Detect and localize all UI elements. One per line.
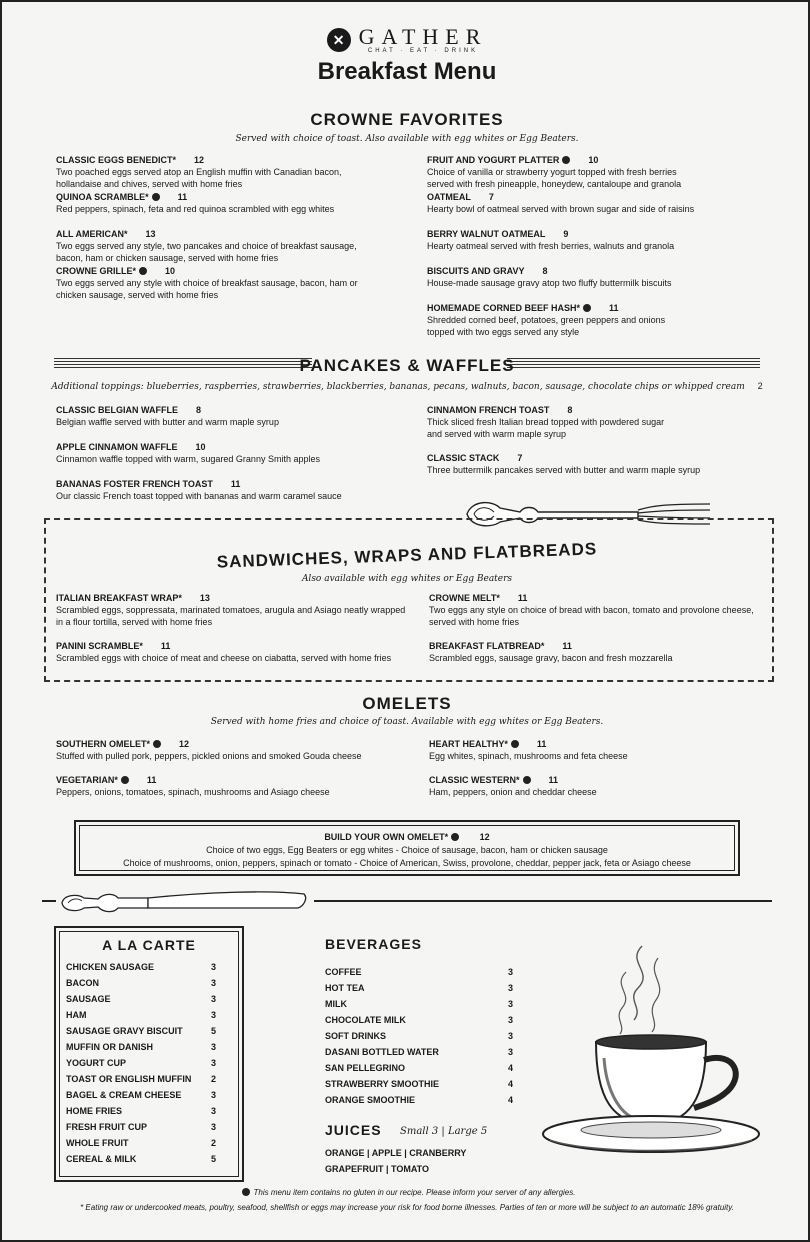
menu-item-description: Three buttermilk pancakes served with butter and warm maple syrup (427, 465, 701, 475)
menu-item-name: CROWNE MELT* (429, 593, 500, 603)
menu-item-description: Hearty bowl of oatmeal served with brown sugar and side of raisins (427, 204, 695, 214)
menu-item-description: chicken sausage, served with home fries (56, 290, 219, 300)
menu-item (56, 154, 416, 190)
gluten-free-icon (242, 1188, 250, 1196)
price-row-name: WHOLE FRUIT (66, 1138, 129, 1148)
build-your-own-box (74, 820, 740, 876)
menu-item-name: BREAKFAST FLATBREAD* (429, 641, 545, 651)
price-row (66, 1007, 216, 1023)
section-title-pancakes: PANCAKES & WAFFLES (299, 356, 515, 375)
juices-sizes: Small 3 | Large 5 (400, 1126, 488, 1137)
menu-item-name: PANINI SCRAMBLE* (56, 641, 143, 651)
price-row-price: 3 (210, 1106, 216, 1116)
price-row-name: MUFFIN OR DANISH (66, 1042, 153, 1052)
menu-item-description: Two eggs served any style, two pancakes and choice of breakfast sausage, (56, 241, 357, 251)
menu-item-name: HEART HEALTHY* (429, 739, 508, 749)
menu-item-description: Scrambled eggs with choice of meat and cheese on ciabatta, served with home fries (56, 653, 392, 663)
a-la-carte-title: A LA CARTE (102, 937, 196, 953)
juices-line-1: ORANGE | APPLE | CRANBERRY (325, 1148, 467, 1158)
menu-item-description: served with fresh pineapple, honeydew, cantaloupe and granola (427, 179, 682, 189)
price-row (325, 1092, 513, 1108)
menu-item-description: Belgian waffle served with butter and warm maple syrup (56, 417, 279, 427)
menu-item-price: 11 (536, 739, 547, 749)
menu-item-name: BERRY WALNUT OATMEAL (427, 229, 546, 239)
menu-item-description: topped with two eggs served any style (427, 327, 580, 337)
menu-item-description: Two eggs served any style with choice of breakfast sausage, bacon, ham or (56, 278, 358, 288)
price-row-name: DASANI BOTTLED WATER (325, 1047, 439, 1057)
menu-item-price: 8 (196, 405, 202, 415)
section-subtitle-favorites: Served with choice of toast. Also available with egg whites or Egg Beaters. (235, 134, 579, 144)
menu-item-price: 8 (542, 266, 548, 276)
price-row-name: BACON (66, 978, 99, 988)
beverages-title: BEVERAGES (325, 936, 422, 952)
price-row-price: 3 (210, 1058, 216, 1068)
section-title-favorites: CROWNE FAVORITES (310, 110, 504, 129)
price-row-price: 3 (210, 1090, 216, 1100)
pancakes-toppings-price: 2 (757, 381, 763, 391)
gluten-free-icon (562, 156, 570, 164)
menu-item-description: Hearty oatmeal served with fresh berries, walnuts and granola (427, 241, 675, 251)
menu-item-price: 11 (146, 775, 157, 785)
price-row (325, 1012, 513, 1028)
divider-right (314, 900, 772, 902)
price-row-name: SAN PELLEGRINO (325, 1063, 406, 1073)
menu-item-description: hollandaise and chives, served with home fries (56, 179, 243, 189)
cutlery-icon: ✕ (327, 28, 351, 52)
build-omelet-price: 12 (479, 832, 490, 842)
gluten-free-icon (139, 267, 147, 275)
menu-item (427, 228, 787, 252)
a-la-carte-list (66, 959, 216, 1167)
menu-item-price: 10 (195, 442, 206, 452)
price-row-price: 3 (507, 999, 513, 1009)
menu-item (427, 302, 787, 338)
price-row-name: FRESH FRUIT CUP (66, 1122, 147, 1132)
menu-item (56, 191, 416, 215)
menu-item-price: 11 (548, 775, 559, 785)
menu-item (56, 441, 416, 465)
price-row-price: 4 (507, 1079, 513, 1089)
menu-item-price: 11 (562, 641, 572, 651)
menu-item-name: CLASSIC BELGIAN WAFFLE (56, 405, 178, 415)
juices-title: JUICES (325, 1122, 382, 1138)
price-row-price: 5 (210, 1026, 216, 1036)
menu-item-name: FRUIT AND YOGURT PLATTER (427, 155, 560, 165)
price-row-name: CEREAL & MILK (66, 1154, 137, 1164)
menu-item-price: 11 (177, 192, 188, 202)
a-la-carte-box (54, 926, 244, 1182)
menu-item-price: 10 (588, 155, 599, 165)
menu-item-description: served with home fries (429, 617, 520, 627)
price-row (325, 1028, 513, 1044)
menu-item (429, 640, 769, 664)
gluten-free-icon (511, 740, 519, 748)
price-row (66, 1087, 216, 1103)
price-row-price: 3 (210, 962, 216, 972)
coffee-cup-illustration (530, 938, 764, 1172)
menu-item (427, 265, 787, 289)
menu-item (427, 191, 787, 215)
menu-item-name: SOUTHERN OMELET* (56, 739, 151, 749)
gluten-note-text: This menu item contains no gluten in our recipe. Please inform your server of any allergies. (253, 1188, 576, 1197)
price-row-price: 4 (507, 1063, 513, 1073)
menu-item-description: Shredded corned beef, potatoes, green peppers and onions (427, 315, 666, 325)
menu-item-price: 11 (230, 479, 241, 489)
menu-item-price: 7 (488, 192, 494, 202)
price-row-price: 3 (210, 1042, 216, 1052)
price-row (66, 959, 216, 975)
price-row (66, 1103, 216, 1119)
menu-item-description: Thick sliced fresh Italian bread topped with powdered sugar (427, 417, 665, 427)
footer-raw-note: * Eating raw or undercooked meats, poultry, seafood, shellfish or eggs may increase your risk for food borne illnesses. Parties of ten or more will be subject to an automatic 18% gratuity. (80, 1203, 734, 1212)
menu-item (56, 592, 426, 628)
gluten-free-icon (152, 193, 160, 201)
knife-illustration (58, 886, 308, 920)
menu-item-description: Egg whites, spinach, mushrooms and feta cheese (429, 751, 628, 761)
price-row-name: SAUSAGE GRAVY BISCUIT (66, 1026, 183, 1036)
page-title: Breakfast Menu (317, 58, 497, 85)
menu-item (429, 738, 769, 762)
price-row (66, 1071, 216, 1087)
price-row-price: 5 (210, 1154, 216, 1164)
price-row-price: 3 (210, 1122, 216, 1132)
build-omelet-line-1: Choice of two eggs, Egg Beaters or egg whites - Choice of sausage, bacon, ham or chicken sausage (206, 845, 608, 855)
menu-item-price: 7 (517, 453, 523, 463)
price-row-price: 3 (507, 1015, 513, 1025)
price-row (66, 1135, 216, 1151)
menu-item-description: Our classic French toast topped with bananas and warm caramel sauce (56, 491, 342, 501)
juices-line-2: GRAPEFRUIT | TOMATO (325, 1164, 430, 1174)
menu-item-name: ALL AMERICAN* (56, 229, 128, 239)
menu-item-description: Two eggs any style on choice of bread with bacon, tomato and provolone cheese, (429, 605, 754, 615)
footer-gluten-note (2, 1188, 810, 1197)
menu-item (56, 478, 416, 502)
menu-item-name: CLASSIC EGGS BENEDICT* (56, 155, 177, 165)
price-row (325, 1076, 513, 1092)
menu-item-price: 13 (145, 229, 156, 239)
menu-item-description: Scrambled eggs, sausage gravy, bacon and fresh mozzarella (429, 653, 673, 663)
price-row (66, 991, 216, 1007)
price-row-price: 4 (507, 1095, 513, 1105)
price-row-name: SOFT DRINKS (325, 1031, 387, 1041)
price-row-name: STRAWBERRY SMOOTHIE (325, 1079, 440, 1089)
menu-item-name: CROWNE GRILLE* (56, 266, 136, 276)
gluten-free-icon (121, 776, 129, 784)
menu-item-description: Red peppers, spinach, feta and red quinoa scrambled with egg whites (56, 204, 335, 214)
price-row-price: 3 (210, 978, 216, 988)
price-row (325, 996, 513, 1012)
menu-item-description: bacon, ham or chicken sausage, served with home fries (56, 253, 279, 263)
menu-item-description: Choice of vanilla or strawberry yogurt topped with fresh berries (427, 167, 677, 177)
section-title-omelets: OMELETS (362, 694, 452, 713)
price-row (66, 1023, 216, 1039)
price-row-price: 2 (210, 1138, 216, 1148)
menu-item-name: BANANAS FOSTER FRENCH TOAST (56, 479, 213, 489)
price-row (66, 1119, 216, 1135)
menu-item-name: VEGETARIAN* (56, 775, 118, 785)
pancakes-toppings: Additional toppings: blueberries, raspberries, strawberries, blackberries, bananas, pecans, walnuts, bacon, sausage, chocolate chips or whipped cream (51, 382, 745, 392)
price-row-price: 3 (507, 1047, 513, 1057)
menu-item-name: CLASSIC WESTERN* (429, 775, 520, 785)
menu-item-name: CLASSIC STACK (427, 453, 500, 463)
menu-item-name: APPLE CINNAMON WAFFLE (56, 442, 178, 452)
menu-item-description: in a flour tortilla, served with home fries (56, 617, 213, 627)
menu-item-price: 12 (194, 155, 205, 165)
menu-item-name: OATMEAL (427, 192, 471, 202)
menu-item-price: 9 (563, 229, 569, 239)
price-row-name: BAGEL & CREAM CHEESE (66, 1090, 182, 1100)
price-row-price: 3 (507, 983, 513, 993)
menu-item-description: Stuffed with pulled pork, peppers, pickled onions and smoked Gouda cheese (56, 751, 362, 761)
brand-tagline: CHAT · EAT · DRINK (367, 48, 479, 54)
price-row-name: CHOCOLATE MILK (325, 1015, 406, 1025)
menu-item (56, 265, 416, 301)
price-row (325, 1060, 513, 1076)
price-row-name: HOME FRIES (66, 1106, 123, 1116)
menu-item-name: CINNAMON FRENCH TOAST (427, 405, 550, 415)
menu-item-price: 10 (165, 266, 176, 276)
price-row-name: YOGURT CUP (66, 1058, 127, 1068)
price-row (66, 1151, 216, 1167)
price-row (66, 1039, 216, 1055)
beverages-list (325, 964, 513, 1108)
brand-logo (2, 26, 810, 54)
menu-item (56, 774, 416, 798)
price-row-price: 3 (210, 994, 216, 1004)
price-row-name: HOT TEA (325, 983, 365, 993)
price-row-price: 2 (210, 1074, 216, 1084)
price-row-price: 3 (507, 967, 513, 977)
menu-item-description: Cinnamon waffle topped with warm, sugared Granny Smith apples (56, 454, 320, 464)
menu-item-description: Ham, peppers, onion and cheddar cheese (429, 787, 597, 797)
menu-item (427, 404, 787, 440)
section-title-sandwiches: SANDWICHES, WRAPS AND FLATBREADS (216, 539, 598, 572)
menu-item-price: 11 (517, 593, 528, 603)
menu-item (56, 738, 416, 762)
section-subtitle-sandwiches: Also available with egg whites or Egg Beaters (301, 574, 513, 584)
menu-item-price: 13 (199, 593, 210, 603)
menu-item-description: and served with warm maple syrup (427, 429, 567, 439)
gluten-free-icon (523, 776, 531, 784)
price-row-name: COFFEE (325, 967, 362, 977)
menu-item (427, 154, 787, 190)
menu-item (56, 640, 426, 664)
divider-left (42, 900, 56, 902)
brand-name: GATHER (358, 24, 488, 49)
price-row-name: HAM (66, 1010, 87, 1020)
price-row-name: ORANGE SMOOTHIE (325, 1095, 416, 1105)
price-row-name: CHICKEN SAUSAGE (66, 962, 155, 972)
menu-item-name: ITALIAN BREAKFAST WRAP* (56, 593, 182, 603)
menu-item (56, 228, 416, 264)
build-omelet-line-2: Choice of mushrooms, onion, peppers, spinach or tomato - Choice of American, Swiss, provolone, cheddar, pepper jack, feta or Asiago cheese (123, 858, 691, 868)
menu-item (429, 592, 769, 628)
menu-item-price: 11 (609, 303, 619, 313)
price-row (66, 975, 216, 991)
section-subtitle-omelets: Served with home fries and choice of toast. Available with egg whites or Egg Beaters. (210, 717, 604, 727)
price-row-price: 3 (507, 1031, 513, 1041)
menu-item (427, 452, 787, 476)
price-row-name: TOAST OR ENGLISH MUFFIN (66, 1074, 192, 1084)
price-row (325, 964, 513, 980)
menu-item-name: BISCUITS AND GRAVY (427, 266, 525, 276)
menu-item-price: 12 (179, 739, 190, 749)
price-row-name: MILK (325, 999, 347, 1009)
menu-item-name: HOMEMADE CORNED BEEF HASH* (427, 303, 581, 313)
price-row (325, 1044, 513, 1060)
menu-item-price: 8 (567, 405, 573, 415)
menu-item-price: 11 (160, 641, 171, 651)
price-row-price: 3 (210, 1010, 216, 1020)
menu-item-description: Two poached eggs served atop an English muffin with Canadian bacon, (56, 167, 342, 177)
menu-item-name: QUINOA SCRAMBLE* (56, 192, 149, 202)
gluten-free-icon (583, 304, 591, 312)
menu-item-description: House-made sausage gravy atop two fluffy buttermilk biscuits (427, 278, 672, 288)
menu-item (56, 404, 416, 428)
menu-item-description: Peppers, onions, tomatoes, spinach, mushrooms and Asiago cheese (56, 787, 330, 797)
menu-item (429, 774, 769, 798)
price-row-name: SAUSAGE (66, 994, 111, 1004)
section-subtitle-pancakes (2, 381, 810, 392)
menu-item-description: Scrambled eggs, soppressata, marinated tomatoes, arugula and Asiago neatly wrapped (56, 605, 406, 615)
price-row (325, 980, 513, 996)
build-omelet-name: BUILD YOUR OWN OMELET* (324, 832, 449, 842)
gluten-free-icon (153, 740, 161, 748)
gluten-free-icon (451, 833, 459, 841)
price-row (66, 1055, 216, 1071)
